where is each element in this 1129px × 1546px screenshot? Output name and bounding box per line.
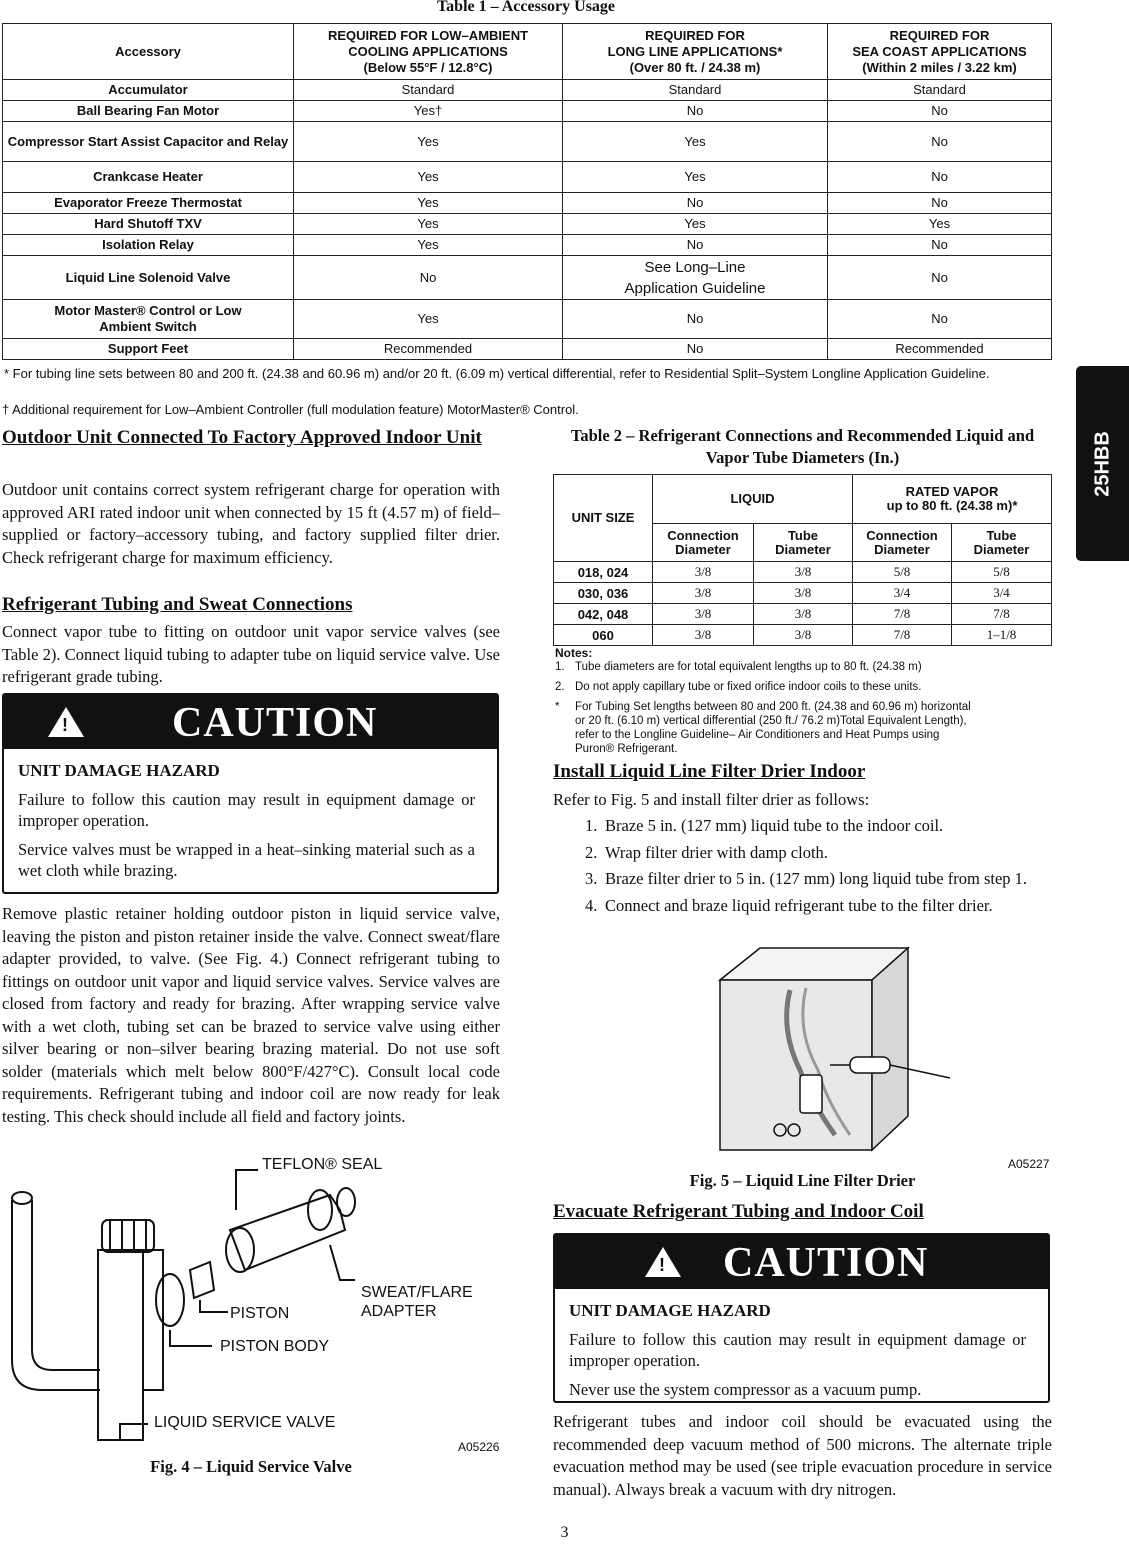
cell-sea: Yes bbox=[828, 214, 1052, 235]
subheader-tube bbox=[952, 524, 1052, 562]
note-text: Do not apply capillary tube or fixed orifice indoor coils to these units. bbox=[575, 681, 922, 693]
hdr-line: Tube bbox=[787, 527, 819, 543]
figure-caption: Fig. 5 – Liquid Line Filter Drier bbox=[689, 1171, 916, 1190]
step-text: Wrap filter drier with damp cloth. bbox=[605, 842, 828, 862]
leader-sweat bbox=[330, 1245, 355, 1280]
table-row bbox=[554, 583, 1052, 604]
cell-long: Yes bbox=[563, 122, 828, 162]
refrigerant-connections-table bbox=[553, 474, 1052, 646]
step-number: 2. bbox=[585, 842, 598, 862]
caution-text: Failure to follow this caution may result in equipment damage or improper operation. bbox=[569, 1330, 1026, 1370]
filter-drier-steps bbox=[553, 815, 1052, 921]
cell-long: No bbox=[563, 235, 828, 256]
hdr-line: RATED VAPOR bbox=[905, 484, 999, 499]
cell-long: See Long–Line Application Guideline bbox=[563, 256, 828, 300]
hdr-line: Diameter bbox=[874, 541, 930, 557]
note-item bbox=[555, 680, 975, 694]
note-text: For Tubing Set lengths between 80 and 200 ft. (24.38 and 60.96 m) horizontal or 20 ft. (6.10 m) vertical differential (250 ft./ 76.2 m)Total Equivalent Length), refer to the Longline Guideline– Air Conditioners and Heat Pumps using Puron® Refrigerant. bbox=[575, 701, 971, 755]
caution-hazard-title: UNIT DAMAGE HAZARD bbox=[569, 1301, 771, 1320]
cell-accessory: Ball Bearing Fan Motor bbox=[3, 101, 294, 122]
caution-word: CAUTION bbox=[723, 1240, 929, 1286]
coil-side bbox=[872, 948, 908, 1150]
col-header-liquid: LIQUID bbox=[653, 475, 853, 524]
filter-drier-shape bbox=[850, 1057, 890, 1073]
step-number: 1. bbox=[585, 816, 598, 835]
table-row bbox=[3, 162, 1052, 193]
cell-long: No bbox=[563, 300, 828, 339]
cell-sea: No bbox=[828, 193, 1052, 214]
page-number: 3 bbox=[560, 1524, 569, 1541]
hdr-line: SEA COAST APPLICATIONS bbox=[852, 43, 1027, 59]
figure-id: A05226 bbox=[458, 1440, 500, 1454]
step-number: 4. bbox=[585, 895, 598, 915]
cell-value: 3/8 bbox=[754, 583, 853, 604]
cell-long: Standard bbox=[563, 80, 828, 101]
col-header-vapor bbox=[853, 475, 1052, 524]
u-tube-inner bbox=[32, 1200, 100, 1370]
liquid-line-filter-drier-figure bbox=[700, 940, 970, 1155]
note-mark: 1. bbox=[555, 661, 565, 673]
para-piston-instructions: Remove plastic retainer holding outdoor piston in liquid service valve, leaving the piston and piston retainer inside the valve. Connect sweat/flare adapter provided, to valve. (See Fig. 4.) Connect refrigerant tubing to fittings on outdoor unit vapor and liquid service valves. Service valves are closed from factory and ready for brazing. After wrapping service valve with a wet cloth, tubing set can be brazed to service valve using either silver bearing or non–silver bearing brazing material. Do not use soft solder (materials which melt below 800°F/427°C). Consult local code requirements. Refrigerant tubing and indoor coil are now ready for leak testing. This check should include all field and factory joints. bbox=[2, 904, 500, 1126]
heading-outdoor-unit: Outdoor Unit Connected To Factory Approved Indoor Unit bbox=[2, 427, 482, 448]
cell-accessory: Isolation Relay bbox=[3, 235, 294, 256]
note-item bbox=[555, 660, 975, 674]
table-row bbox=[3, 339, 1052, 360]
para-outdoor-unit: Outdoor unit contains correct system refrigerant charge for operation with approved ARI rated indoor unit when connected by 15 ft (4.57 m) of field–supplied or factory–accessory tubing, and factory supplied filter drier. Check refrigerant charge for maximum efficiency. bbox=[2, 480, 500, 567]
note-item bbox=[555, 700, 975, 756]
cell-sea: No bbox=[828, 122, 1052, 162]
table-row bbox=[554, 562, 1052, 583]
hdr-line: LONG LINE APPLICATIONS* bbox=[607, 43, 783, 59]
cell-accessory: Hard Shutoff TXV bbox=[3, 214, 294, 235]
leader-teflon bbox=[236, 1170, 258, 1210]
u-tube-outline bbox=[12, 1200, 100, 1390]
piston-shape bbox=[190, 1262, 214, 1298]
cell-long: No bbox=[563, 193, 828, 214]
cell-value: 3/8 bbox=[754, 625, 853, 646]
side-tab-label: 25HBB bbox=[1091, 430, 1113, 497]
section-side-tab bbox=[1076, 366, 1129, 561]
heading-evacuate: Evacuate Refrigerant Tubing and Indoor Coil bbox=[553, 1201, 924, 1222]
caution-box-service-valves bbox=[2, 693, 499, 894]
hdr-line: (Below 55°F / 12.8°C) bbox=[363, 59, 493, 75]
col-header-unit-size: UNIT SIZE bbox=[554, 475, 653, 562]
table-row bbox=[554, 625, 1052, 646]
cell-accessory: Accumulator bbox=[3, 80, 294, 101]
col-header-sea-coast bbox=[828, 24, 1052, 80]
list-item bbox=[553, 868, 1052, 891]
caution-text: Never use the system compressor as a vacuum pump. bbox=[569, 1380, 922, 1399]
list-item bbox=[553, 815, 1052, 838]
col-header-low-ambient bbox=[294, 24, 563, 80]
caution-text: Service valves must be wrapped in a heat–sinking material such as a wet cloth while brazing. bbox=[18, 840, 475, 880]
step-text: Braze 5 in. (127 mm) liquid tube to the indoor coil. bbox=[605, 816, 944, 835]
step-text: Braze filter drier to 5 in. (127 mm) long liquid tube from step 1. bbox=[605, 869, 1028, 888]
cell-accessory: Support Feet bbox=[3, 339, 294, 360]
col-header-accessory: Accessory bbox=[3, 24, 294, 80]
table-row bbox=[3, 122, 1052, 162]
cell-value: 5/8 bbox=[853, 562, 952, 583]
adapter-end bbox=[337, 1188, 355, 1216]
cell-accessory: Motor Master® Control or Low Ambient Switch bbox=[3, 300, 294, 339]
hdr-line: Diameter bbox=[775, 541, 831, 557]
warning-triangle-icon: ! bbox=[48, 707, 84, 737]
caution-hazard-title: UNIT DAMAGE HAZARD bbox=[18, 761, 220, 780]
label-piston-body: PISTON BODY bbox=[220, 1338, 330, 1355]
cell-low: Yes bbox=[294, 300, 563, 339]
subheader-connection bbox=[653, 524, 754, 562]
table-row bbox=[554, 604, 1052, 625]
table-row bbox=[3, 80, 1052, 101]
accessory-usage-table bbox=[2, 23, 1052, 360]
label-adapter: ADAPTER bbox=[361, 1303, 437, 1320]
valve-body bbox=[98, 1250, 143, 1440]
cell-value: 3/4 bbox=[952, 583, 1052, 604]
cell-sea: No bbox=[828, 101, 1052, 122]
cell-long: Yes bbox=[563, 162, 828, 193]
hdr-line: up to 80 ft. (24.38 m)* bbox=[886, 498, 1018, 513]
cell-sea: Standard bbox=[828, 80, 1052, 101]
tube-end bbox=[12, 1192, 32, 1204]
cell-low: Yes bbox=[294, 162, 563, 193]
cell-low: No bbox=[294, 256, 563, 300]
piston-body-port bbox=[156, 1274, 184, 1326]
hdr-line: REQUIRED FOR bbox=[645, 27, 745, 43]
label-liquid-service-valve: LIQUID SERVICE VALVE bbox=[154, 1414, 336, 1431]
notes-label-text: Notes bbox=[555, 646, 589, 660]
adapter-nut bbox=[226, 1228, 254, 1272]
cell-long: No bbox=[563, 101, 828, 122]
table2-notes bbox=[555, 660, 975, 756]
cell-value: 3/8 bbox=[754, 562, 853, 583]
heading-install-filter-drier: Install Liquid Line Filter Drier Indoor bbox=[553, 761, 866, 782]
table2-notes-label: Notes: bbox=[555, 646, 593, 660]
label-sweat-flare: SWEAT/FLARE bbox=[361, 1284, 473, 1301]
leader-piston-body bbox=[170, 1330, 212, 1346]
cell-value: 5/8 bbox=[952, 562, 1052, 583]
caution-word: CAUTION bbox=[172, 700, 378, 746]
cell-value: 1–1/8 bbox=[952, 625, 1052, 646]
table-row bbox=[3, 101, 1052, 122]
cell-accessory: Compressor Start Assist Capacitor and Relay bbox=[3, 122, 294, 162]
figure-caption: Fig. 4 – Liquid Service Valve bbox=[150, 1457, 352, 1476]
list-item bbox=[553, 895, 1052, 918]
cell-accessory: Crankcase Heater bbox=[3, 162, 294, 193]
hdr-line: COOLING APPLICATIONS bbox=[348, 43, 508, 59]
label-teflon-seal: TEFLON® SEAL bbox=[262, 1156, 383, 1173]
cell-low: Yes bbox=[294, 214, 563, 235]
cell-sea: Recommended bbox=[828, 339, 1052, 360]
cell-low: Yes bbox=[294, 122, 563, 162]
subheader-tube bbox=[754, 524, 853, 562]
table2-title: Table 2 – Refrigerant Connections and Recommended Liquid and Vapor Tube Diameters (In.) bbox=[570, 426, 1035, 467]
cell-value: 3/8 bbox=[653, 604, 754, 625]
cell-low: Yes bbox=[294, 193, 563, 214]
hdr-line: (Over 80 ft. / 24.38 m) bbox=[629, 59, 761, 75]
teflon-seal-shape bbox=[308, 1190, 332, 1230]
cell-accessory: Evaporator Freeze Thermostat bbox=[3, 193, 294, 214]
table-row bbox=[3, 214, 1052, 235]
subheader-connection bbox=[853, 524, 952, 562]
figure-id: A05227 bbox=[1008, 1157, 1050, 1171]
cell-value: 3/8 bbox=[754, 604, 853, 625]
cell-low: Yes bbox=[294, 235, 563, 256]
para-filter-drier-intro: Refer to Fig. 5 and install filter drier as follows: bbox=[553, 790, 870, 809]
cell-low: Recommended bbox=[294, 339, 563, 360]
caution-header bbox=[555, 1235, 1048, 1289]
cell-value: 7/8 bbox=[853, 625, 952, 646]
cell-size: 018, 024 bbox=[554, 562, 653, 583]
hdr-line: Diameter bbox=[973, 541, 1030, 557]
cell-low: Standard bbox=[294, 80, 563, 101]
cell-value: 7/8 bbox=[853, 604, 952, 625]
heading-refrigerant-tubing: Refrigerant Tubing and Sweat Connections bbox=[2, 594, 353, 615]
warning-triangle-icon: ! bbox=[645, 1247, 681, 1277]
step-text: Connect and braze liquid refrigerant tube to the filter drier. bbox=[605, 895, 993, 915]
table1-title: Table 1 – Accessory Usage bbox=[436, 0, 616, 15]
drain-pan-fitting bbox=[800, 1075, 822, 1113]
note-mark: * bbox=[555, 701, 560, 713]
cell-value: 3/8 bbox=[653, 625, 754, 646]
cell-size: 042, 048 bbox=[554, 604, 653, 625]
cell-value: 3/4 bbox=[853, 583, 952, 604]
para-refrigerant-tubing: Connect vapor tube to fitting on outdoor unit vapor service valves (see Table 2). Connect liquid tubing to adapter tube on liquid service valve. Use refrigerant grade tubing. bbox=[2, 622, 500, 686]
cell-low: Yes† bbox=[294, 101, 563, 122]
cell-value: 3/8 bbox=[653, 562, 754, 583]
cell-size: 030, 036 bbox=[554, 583, 653, 604]
caution-box-vacuum bbox=[553, 1233, 1050, 1403]
col-header-long-line bbox=[563, 24, 828, 80]
note-text: Tube diameters are for total equivalent lengths up to 80 ft. (24.38 m) bbox=[575, 661, 922, 673]
step-number: 3. bbox=[585, 869, 598, 888]
cell-value: 7/8 bbox=[952, 604, 1052, 625]
cell-sea: No bbox=[828, 256, 1052, 300]
table1-footnote-dagger: † Additional requirement for Low–Ambient Controller (full modulation feature) MotorMaster® Control. bbox=[2, 402, 579, 417]
table-row bbox=[3, 300, 1052, 339]
cell-long: No bbox=[563, 339, 828, 360]
hdr-line: REQUIRED FOR LOW–AMBIENT bbox=[327, 27, 529, 43]
list-item bbox=[553, 842, 1052, 865]
table-row bbox=[3, 235, 1052, 256]
hdr-line: REQUIRED FOR bbox=[889, 27, 990, 43]
table1-footnote-star: * For tubing line sets between 80 and 200 ft. (24.38 and 60.96 m) and/or 20 ft. (6.09 m) vertical differential, refer to Residential Split–System Longline Application Guideline. bbox=[4, 366, 990, 381]
cell-sea: No bbox=[828, 300, 1052, 339]
cell-size: 060 bbox=[554, 625, 653, 646]
table-row bbox=[3, 256, 1052, 300]
cell-sea: No bbox=[828, 235, 1052, 256]
caution-text: Failure to follow this caution may result in equipment damage or improper operation. bbox=[18, 790, 475, 830]
note-mark: 2. bbox=[555, 681, 565, 693]
hdr-line: Diameter bbox=[675, 541, 731, 557]
caution-header bbox=[4, 695, 497, 749]
hdr-line: Connection bbox=[866, 527, 938, 543]
cell-value: 3/8 bbox=[653, 583, 754, 604]
cell-long: Yes bbox=[563, 214, 828, 235]
para-evacuate: Refrigerant tubes and indoor coil should be evacuated using the recommended deep vacuum method of 500 microns. The alternate triple evacuation method may be used (see triple evacuation procedure in service manual). Always break a vacuum with dry nitrogen. bbox=[553, 1412, 1052, 1499]
cell-sea: No bbox=[828, 162, 1052, 193]
leader-piston bbox=[200, 1300, 228, 1312]
label-piston: PISTON bbox=[230, 1305, 290, 1322]
hdr-line: (Within 2 miles / 3.22 km) bbox=[862, 59, 1017, 75]
hdr-line: Connection bbox=[667, 527, 739, 543]
cell-accessory: Liquid Line Solenoid Valve bbox=[3, 256, 294, 300]
hdr-line: Tube bbox=[986, 527, 1017, 543]
table-row bbox=[3, 193, 1052, 214]
